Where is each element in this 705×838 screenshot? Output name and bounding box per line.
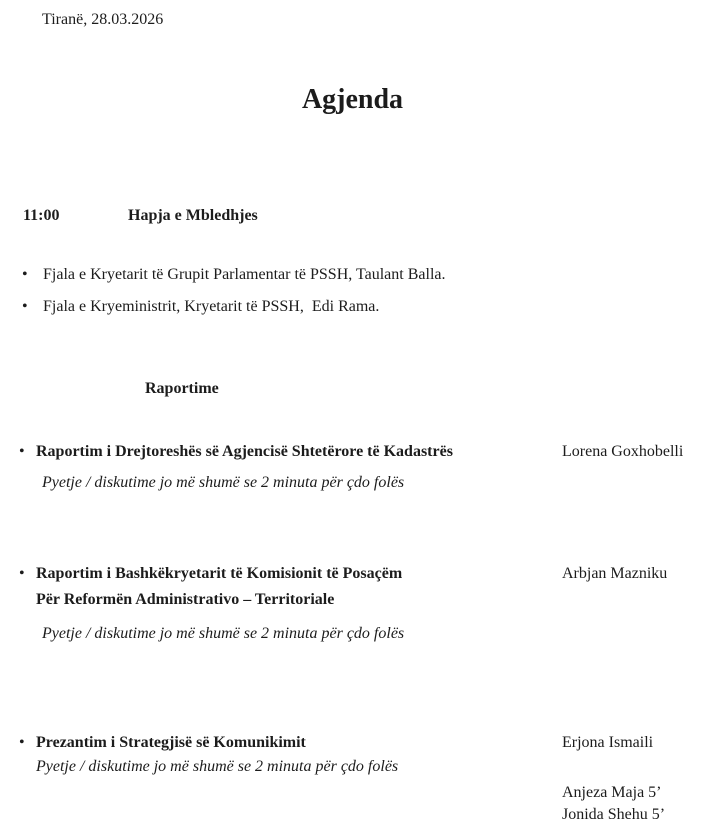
bullet-icon: • bbox=[22, 298, 28, 315]
report-title-line: Për Reformën Administrativo – Territoriale bbox=[36, 591, 335, 608]
report-note: Pyetje / diskutime jo më shumë se 2 minuta për çdo folës bbox=[36, 758, 399, 775]
page-title: Agjenda bbox=[301, 84, 404, 115]
report-title-line: Raportim i Bashkëkryetarit të Komisionit të Posaçëm bbox=[36, 565, 403, 582]
additional-speaker: Anjeza Maja 5’ bbox=[562, 784, 662, 801]
report-title: Raportim i Drejtoreshës së Agjencisë Shtetërore të Kadastrës bbox=[36, 443, 453, 460]
bullet-icon: • bbox=[22, 266, 28, 283]
report-title: Prezantim i Strategjisë së Komunikimit bbox=[36, 734, 306, 751]
opening-item: Fjala e Kryeministrit, Kryetarit të PSSH, Edi Rama. bbox=[43, 298, 380, 315]
session-title: Hapja e Mbledhjes bbox=[128, 207, 258, 224]
report-note: Pyetje / diskutime jo më shumë se 2 minuta për çdo folës bbox=[42, 474, 405, 491]
opening-item: Fjala e Kryetarit të Grupit Parlamentar të PSSH, Taulant Balla. bbox=[43, 266, 446, 283]
bullet-icon: • bbox=[19, 734, 25, 751]
additional-speaker: Jonida Shehu 5’ bbox=[562, 806, 666, 823]
date-line: Tiranë, 28.03.2026 bbox=[42, 11, 164, 28]
session-time: 11:00 bbox=[23, 207, 60, 224]
report-speaker: Erjona Ismaili bbox=[562, 734, 654, 751]
bullet-icon: • bbox=[19, 443, 25, 460]
report-speaker: Lorena Goxhobelli bbox=[562, 443, 684, 460]
report-note: Pyetje / diskutime jo më shumë se 2 minuta për çdo folës bbox=[42, 625, 405, 642]
report-speaker: Arbjan Mazniku bbox=[562, 565, 668, 582]
bullet-icon: • bbox=[19, 565, 25, 582]
reports-section-header: Raportime bbox=[145, 380, 219, 397]
